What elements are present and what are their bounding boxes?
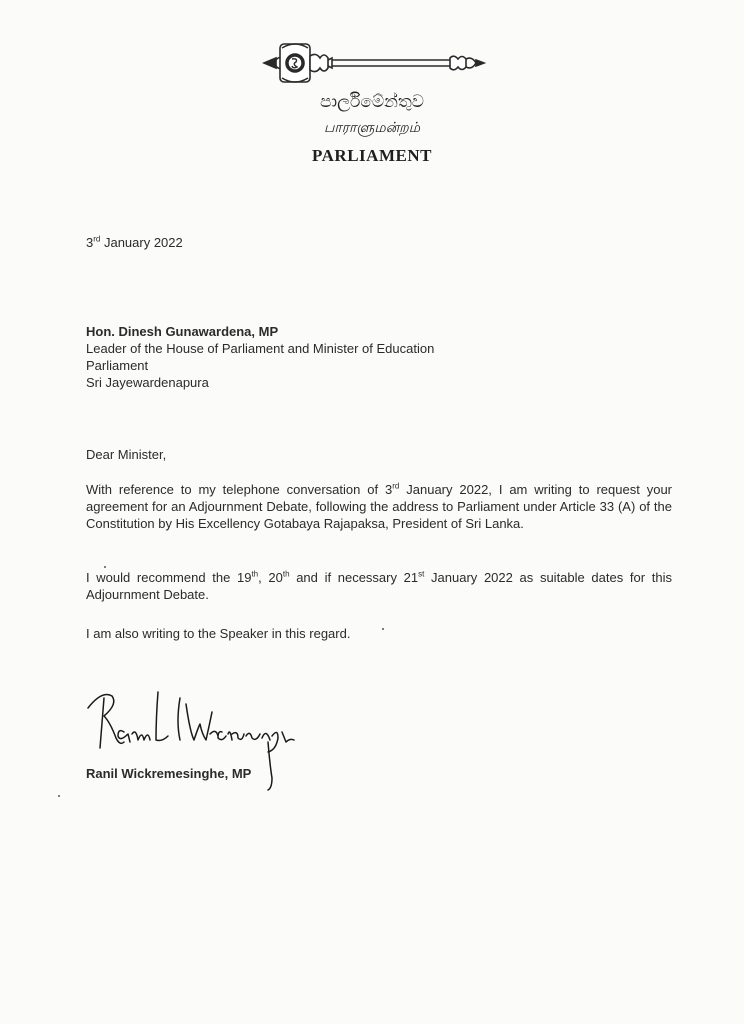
para1-part-a: With reference to my telephone conversation of 3 — [86, 482, 393, 497]
paragraph-1 — [86, 481, 672, 532]
para2-ordinal-3: st — [418, 569, 425, 579]
parliament-mace-icon — [262, 38, 488, 88]
para1-part-b: January 2022, I am writing to request your agreement for an Adjournment Debate, following the address to Parliament under Article 33 (A) of the Constitution by His Excellency Gotabaya Rajapaksa, President of Sri Lanka. — [86, 482, 673, 531]
date-day: 3 — [86, 235, 94, 250]
scan-speck — [58, 795, 60, 797]
recipient-title: Leader of the House of Parliament and Minister of Education — [86, 341, 435, 356]
paragraph-2 — [86, 569, 672, 603]
recipient-line-2: Parliament — [86, 358, 149, 373]
recipient-address — [86, 323, 434, 391]
para2-ordinal-1: th — [251, 569, 259, 579]
para2-part-b: , 20 — [258, 570, 283, 585]
letterhead-sinhala: පාර්ලිමේන්තුව — [320, 92, 424, 112]
para2-part-a: I would recommend the 19 — [86, 570, 252, 585]
recipient-name: Hon. Dinesh Gunawardena, MP — [86, 324, 279, 339]
para2-part-d: January 2022 as suitable dates for this Adjournment Debate. — [86, 570, 672, 602]
letterhead-title: PARLIAMENT — [312, 146, 432, 165]
date-ordinal: rd — [93, 234, 101, 244]
para2-ordinal-2: th — [282, 569, 290, 579]
salutation: Dear Minister, — [86, 447, 167, 462]
para1-ordinal: rd — [392, 481, 400, 491]
date-rest: January 2022 — [100, 235, 183, 250]
paragraph-3: I am also writing to the Speaker in this regard. — [86, 626, 351, 641]
scan-speck — [104, 566, 106, 568]
scan-speck — [382, 628, 384, 630]
letter-date — [86, 235, 183, 250]
recipient-line-3: Sri Jayewardenapura — [86, 375, 209, 390]
letterhead-tamil: பாராளுமன்றம் — [324, 120, 420, 136]
signatory-name: Ranil Wickremesinghe, MP — [86, 766, 252, 781]
para2-part-c: and if necessary 21 — [289, 570, 419, 585]
